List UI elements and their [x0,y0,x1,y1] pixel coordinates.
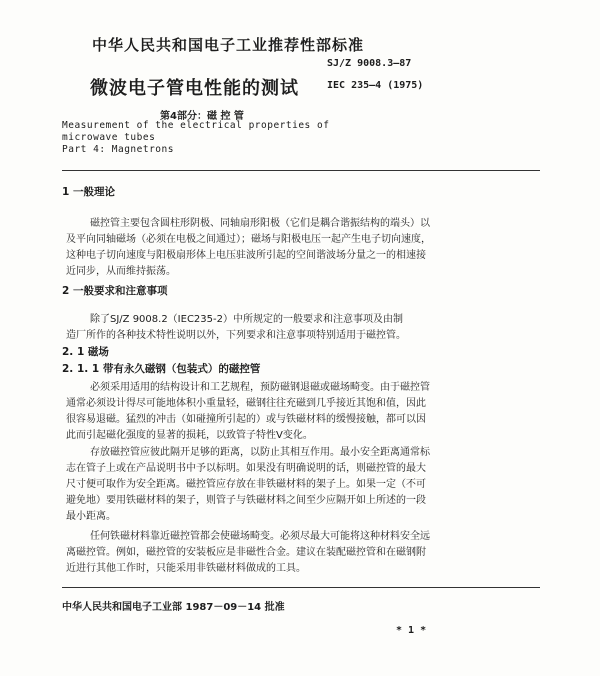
body-line: 必须采用适用的结构设计和工艺规程，预防磁钢退磁或磁场畸变。由于磁控管 [90,382,430,393]
english-title-line: Part 4: Magnetrons [62,144,174,155]
section-2-1-1-heading: 2. 1. 1 带有永久磁钢（包装式）的磁控管 [62,363,261,375]
body-line: 近同步，从而维持振荡。 [66,266,176,277]
body-line: 离磁控管。例如，磁控管的安装板应是非磁性合金。建议在装配磁控管和在磁钢附 [66,547,426,558]
body-line: 造厂所作的各种技术特性说明以外，下列要求和注意事项特别适用于磁控管。 [66,330,406,341]
issuing-authority-header: 中华人民共和国电子工业推荐性部标准 [92,36,365,54]
body-line: 及平向同轴磁场（必须在电极之间通过）；磁场与阳极电压一起产生电子切向速度， [66,234,431,245]
iec-code: IEC 235—4 (1975) [327,80,424,91]
body-line: 存放磁控管应彼此隔开足够的距离，以防止其相互作用。最小安全距离通常标 [90,447,430,458]
body-line: 通常必须设计得尽可能地体积小重量轻，磁钢往往充磁到几乎接近其饱和值，因此 [66,398,426,409]
page-number: * 1 * [396,625,427,636]
english-title-line: microwave tubes [62,132,156,143]
section-2-1-heading: 2. 1 磁场 [62,346,109,358]
body-line: 很容易退磁。猛烈的冲击（如碰撞所引起的）或与铁磁材料的缓慢接触，都可以因 [66,414,426,425]
body-line: 这种电子切向速度与阳极扇形体上电压驻波所引起的空间谐波场分量之一的相速接 [66,250,426,261]
approval-line: 中华人民共和国电子工业部 1987－09－14 批准 [62,602,285,613]
standard-code: SJ/Z 9008.3—87 [327,58,412,69]
header-divider [62,170,540,171]
body-line: 此而引起磁化强度的显著的损耗，以致管子特性V变化。 [66,430,313,441]
body-line: 志在管子上或在产品说明书中予以标明。如果没有明确说明的话，则磁控管的最大 [66,463,426,474]
english-title-line: Measurement of the electrical properties of [62,120,330,131]
body-line: 任何铁磁材料靠近磁控管都会使磁场畸变。必须尽最大可能将这种材料安全远 [90,531,430,542]
body-line: 避免地）要用铁磁材料的架子，则管子与铁磁材料之间至少应隔开如上所述的一段 [66,495,426,506]
footer-divider [62,587,540,588]
body-line: 尺寸便可取作为安全距离。磁控管应存放在非铁磁材料的架子上。如果一定（不可 [66,479,426,490]
body-line: 最小距离。 [66,511,116,522]
body-line: 除了SJ/Z 9008.2（IEC235-2）中所规定的一般要求和注意事项及由制 [90,314,403,325]
section-1-heading: 1 一般理论 [62,186,115,198]
body-line: 近进行其他工作时，只能采用非铁磁材料做成的工具。 [66,563,306,574]
part-title: 第4部分：磁 控 管 [160,111,244,122]
document-title: 微波电子管电性能的测试 [90,78,299,99]
body-line: 磁控管主要包含圆柱形阴极、同轴扇形阳极（它们是耦合谐振结构的端头）以 [90,218,430,229]
section-2-heading: 2 一般要求和注意事项 [62,285,168,297]
